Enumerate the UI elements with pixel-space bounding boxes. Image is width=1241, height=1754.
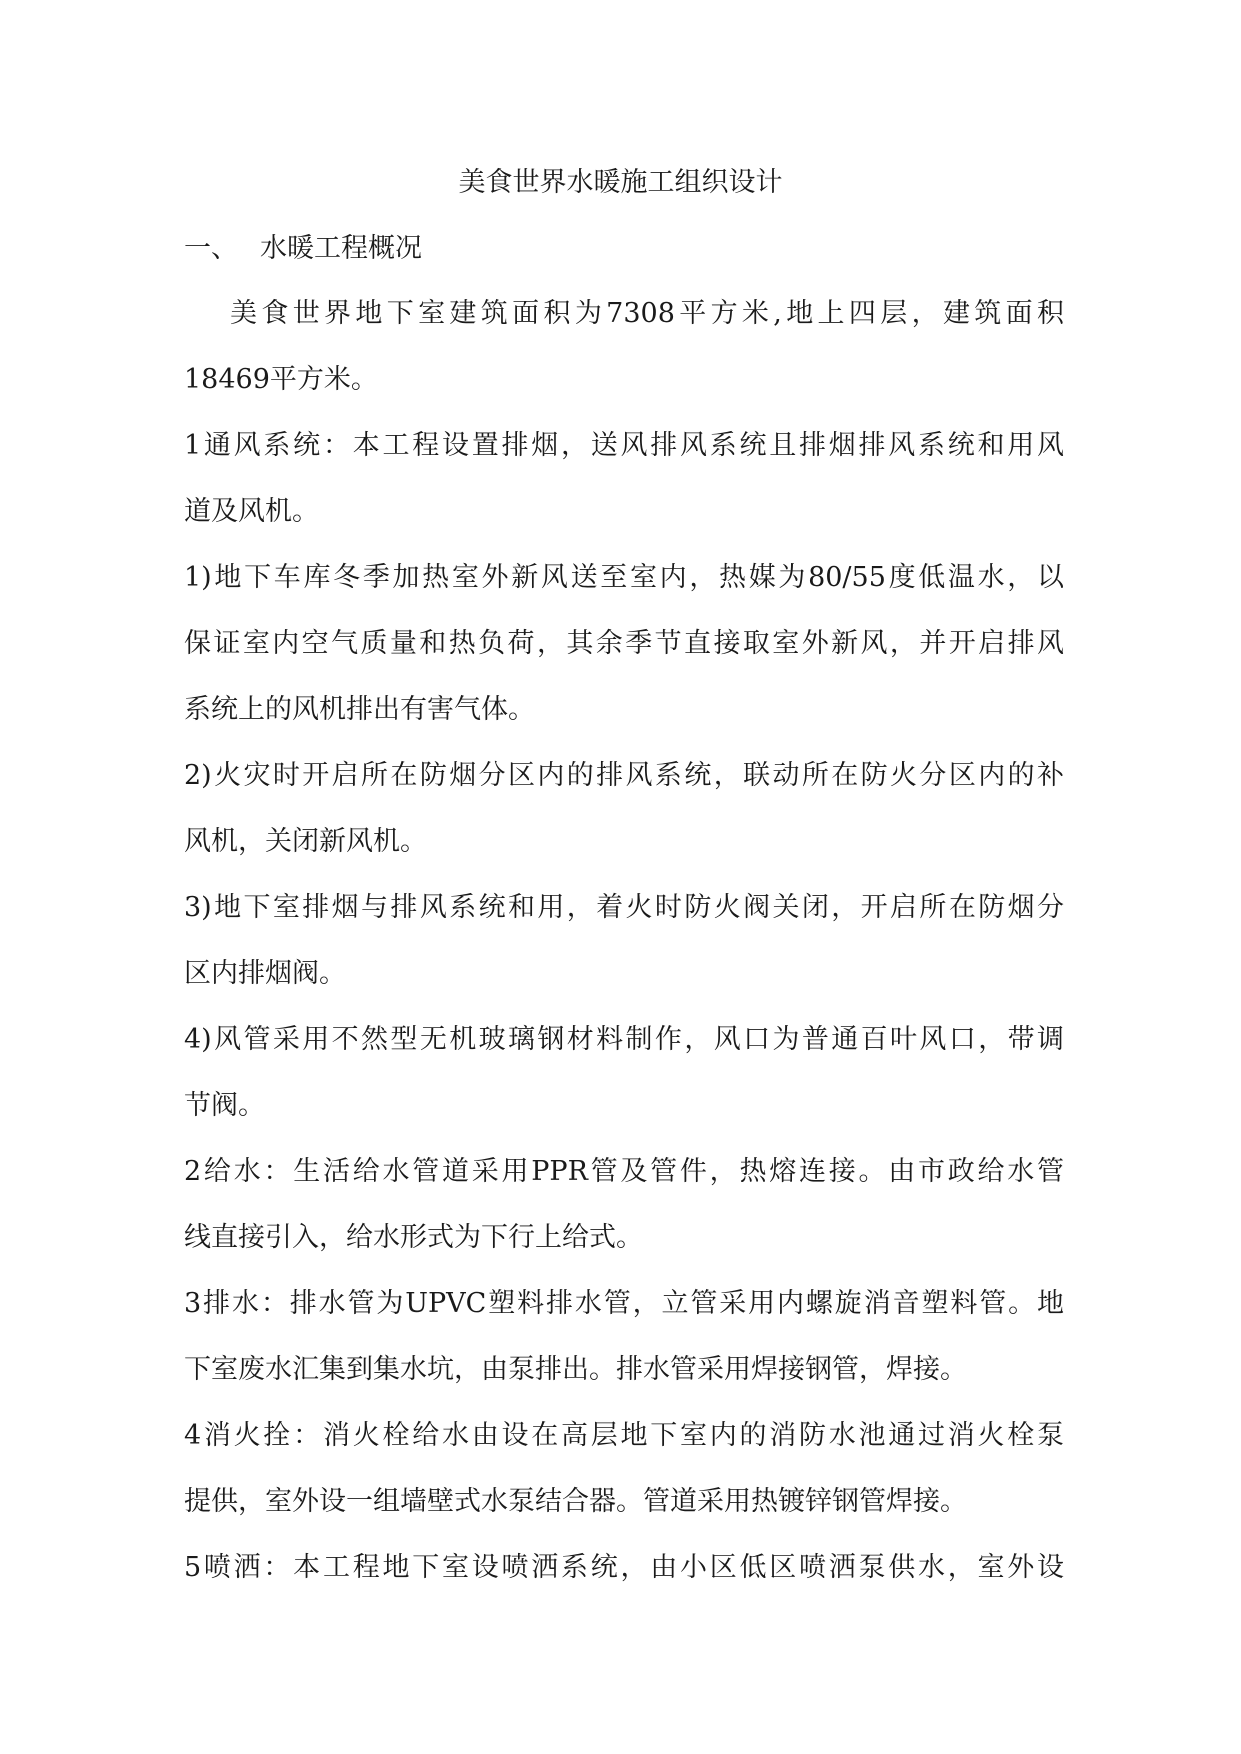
paragraph-line: 18469平方米。 xyxy=(184,364,378,395)
paragraph-line: 保证室内空气质量和热负荷，其余季节直接取室外新风，并开启排风 xyxy=(184,628,1064,659)
paragraph-line: 1通风系统：本工程设置排烟，送风排风系统且排烟排风系统和用风 xyxy=(184,430,1064,461)
paragraph-line: 2给水：生活给水管道采用PPR管及管件，热熔连接。由市政给水管 xyxy=(184,1156,1064,1187)
section-title: 水暖工程概况 xyxy=(260,233,422,264)
paragraph-line: 风机，关闭新风机。 xyxy=(184,826,427,857)
paragraph-line: 1)地下车库冬季加热室外新风送至室内，热媒为80/55度低温水，以 xyxy=(184,562,1064,593)
paragraph-line: 提供，室外设一组墙壁式水泵结合器。管道采用热镀锌钢管焊接。 xyxy=(184,1486,967,1517)
paragraph-line: 3排水：排水管为UPVC塑料排水管，立管采用内螺旋消音塑料管。地 xyxy=(184,1288,1064,1319)
paragraph-line: 5喷洒：本工程地下室设喷洒系统，由小区低区喷洒泵供水，室外设 xyxy=(184,1552,1064,1583)
section-number: 一、 xyxy=(184,233,238,264)
paragraph-line: 4消火拴：消火栓给水由设在高层地下室内的消防水池通过消火栓泵 xyxy=(184,1420,1064,1451)
section-heading xyxy=(184,229,422,269)
paragraph-line: 2)火灾时开启所在防烟分区内的排风系统，联动所在防火分区内的补 xyxy=(184,760,1064,791)
paragraph-line: 节阀。 xyxy=(184,1090,265,1121)
paragraph-line: 系统上的风机排出有害气体。 xyxy=(184,694,535,725)
paragraph-line: 道及风机。 xyxy=(184,496,319,527)
paragraph-line: 下室废水汇集到集水坑，由泵排出。排水管采用焊接钢管，焊接。 xyxy=(184,1354,967,1385)
paragraph-line: 4)风管采用不然型无机玻璃钢材料制作，风口为普通百叶风口，带调 xyxy=(184,1024,1064,1055)
paragraph-line: 美食世界地下室建筑面积为7308平方米,地上四层，建筑面积 xyxy=(230,298,1064,329)
paragraph-line: 3)地下室排烟与排风系统和用，着火时防火阀关闭，开启所在防烟分 xyxy=(184,892,1064,923)
paragraph-line: 区内排烟阀。 xyxy=(184,958,346,989)
paragraph-line: 线直接引入，给水形式为下行上给式。 xyxy=(184,1222,643,1253)
document-title: 美食世界水暖施工组织设计 xyxy=(458,167,783,198)
